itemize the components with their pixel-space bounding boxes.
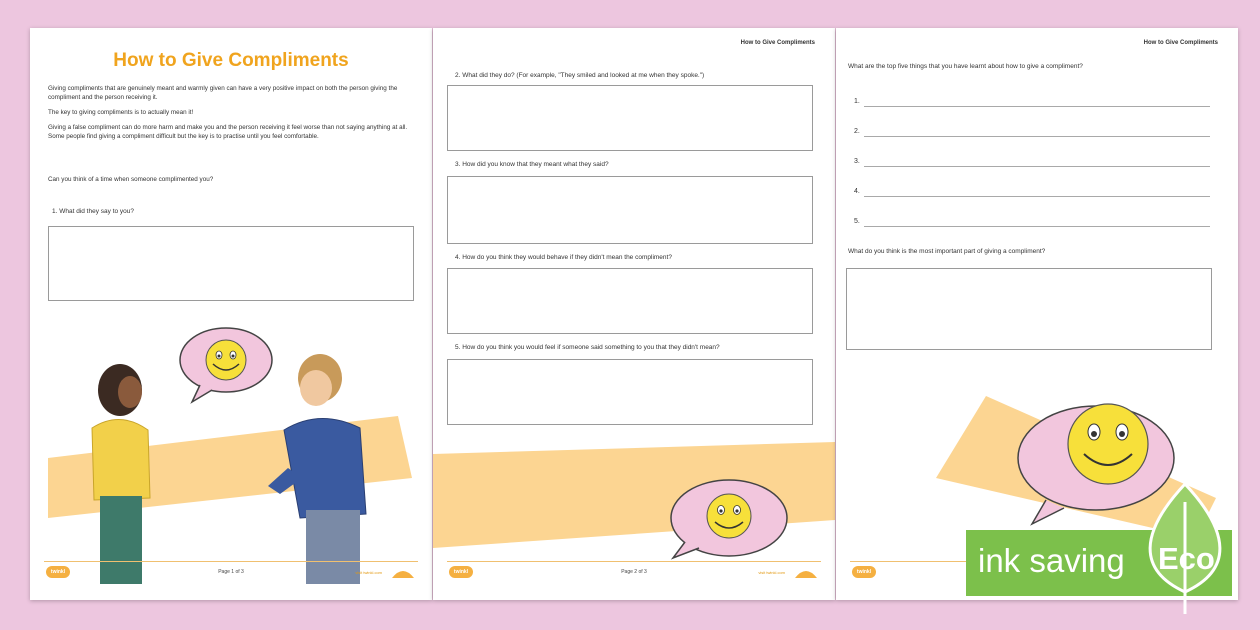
twinkl-logo: twinkl	[46, 566, 70, 578]
question-1: 1. What did they say to you?	[52, 208, 135, 215]
list-number: 4.	[854, 188, 860, 195]
brand-badge-icon	[390, 564, 416, 580]
answer-box-1[interactable]	[48, 226, 414, 301]
answer-line-1[interactable]	[864, 106, 1210, 107]
worksheet-page-1	[30, 28, 432, 600]
smiley-face-icon	[707, 494, 751, 538]
website-link[interactable]: visit twinkl.com	[355, 570, 382, 575]
twinkl-logo: twinkl	[852, 566, 876, 578]
page-number: Page 1 of 3	[218, 569, 244, 575]
question-2: 2. What did they do? (For example, "They smiled and looked at me when they spoke.")	[455, 72, 705, 79]
eco-label: Eco	[1158, 541, 1215, 576]
worksheet-page-2	[433, 28, 835, 600]
eco-badge-text: ink saving	[978, 542, 1125, 579]
answer-line-5[interactable]	[864, 226, 1210, 227]
twinkl-logo: twinkl	[449, 566, 473, 578]
prompt-top-five: What are the top five things that you have learnt about how to give a compliment?	[848, 63, 1083, 70]
list-number: 3.	[854, 158, 860, 165]
prompt-most-important: What do you think is the most important part of giving a compliment?	[848, 248, 1046, 255]
page-title: How to Give Compliments	[113, 50, 349, 71]
question-3: 3. How did you know that they meant what they said?	[455, 161, 609, 168]
page-number: Page 2 of 3	[621, 569, 647, 575]
answer-box-important[interactable]	[846, 268, 1212, 350]
page-header: How to Give Compliments	[740, 40, 815, 46]
question-5: 5. How do you think you would feel if someone said something to you that they didn't mean?	[455, 344, 720, 351]
answer-box-3[interactable]	[447, 176, 813, 244]
answer-line-2[interactable]	[864, 136, 1210, 137]
smiley-face-icon	[1068, 404, 1148, 484]
girl-figure	[92, 364, 150, 584]
list-number: 2.	[854, 128, 860, 135]
answer-line-4[interactable]	[864, 196, 1210, 197]
answer-box-4[interactable]	[447, 268, 813, 334]
list-number: 5.	[854, 218, 860, 225]
intro-paragraph-4: Can you think of a time when someone complimented you?	[48, 176, 214, 183]
question-4: 4. How do you think they would behave if they didn't mean the compliment?	[455, 254, 672, 261]
smiley-face-icon	[206, 340, 246, 380]
illustration-children	[30, 318, 432, 600]
intro-paragraph-1: Giving compliments that are genuinely meant and warmly given can have a very positive impact on both the person giving the compliment and the person receiving it.	[48, 85, 398, 101]
brand-badge-icon	[793, 564, 819, 580]
website-link[interactable]: visit twinkl.com	[758, 570, 785, 575]
answer-line-3[interactable]	[864, 166, 1210, 167]
intro-paragraph-2: The key to giving compliments is to actually mean it!	[48, 109, 194, 116]
answer-box-2[interactable]	[447, 85, 813, 151]
answer-box-5[interactable]	[447, 359, 813, 425]
intro-paragraph-3: Giving a false compliment can do more harm and make you and the person receiving it feel worse than not saying anything at all. Some people find giving a compliment difficult but the key is to practise until you feel comfortable.	[48, 124, 408, 140]
list-number: 1.	[854, 98, 860, 105]
page-header: How to Give Compliments	[1143, 40, 1218, 46]
